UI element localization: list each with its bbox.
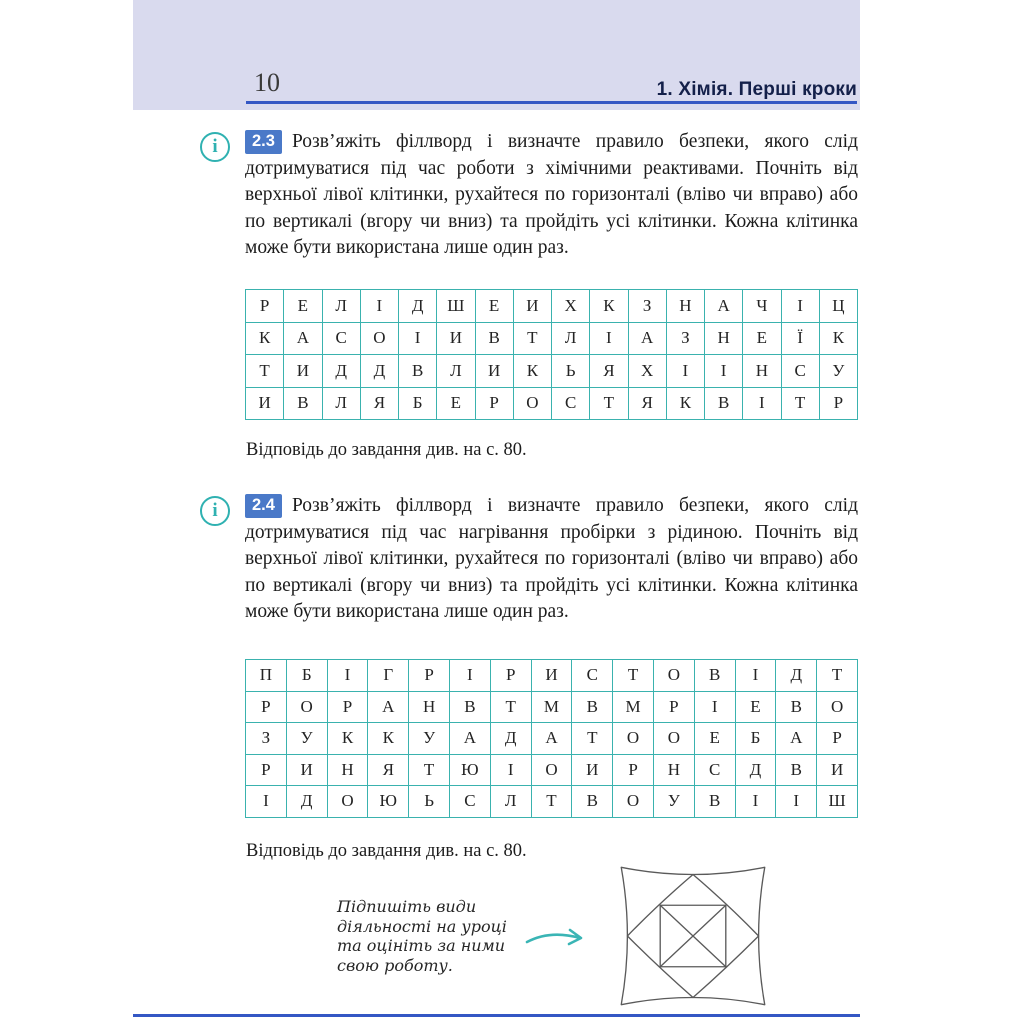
grid-cell: Ш bbox=[817, 786, 858, 818]
grid-cell: И bbox=[513, 290, 551, 323]
grid-cell: К bbox=[590, 290, 628, 323]
grid-cell: Р bbox=[613, 754, 654, 786]
note-line: та оцініть за ними bbox=[337, 936, 506, 955]
grid-cell: В bbox=[572, 786, 613, 818]
grid-cell: О bbox=[327, 786, 368, 818]
grid-cell: Т bbox=[781, 387, 819, 420]
grid-cell: Ь bbox=[552, 355, 590, 388]
grid-cell: Т bbox=[490, 691, 531, 723]
note-line: свою роботу. bbox=[337, 955, 453, 975]
grid-cell: С bbox=[449, 786, 490, 818]
grid-cell: Н bbox=[653, 754, 694, 786]
grid-cell: Е bbox=[743, 322, 781, 355]
grid-cell: Р bbox=[475, 387, 513, 420]
grid-cell: Н bbox=[327, 754, 368, 786]
grid-cell: І bbox=[399, 322, 437, 355]
grid-cell: С bbox=[694, 754, 735, 786]
grid-cell: І bbox=[705, 355, 743, 388]
grid-cell: Ь bbox=[409, 786, 450, 818]
grid-cell: Г bbox=[368, 660, 409, 692]
task-number-badge: 2.4 bbox=[245, 494, 282, 518]
grid-cell: О bbox=[531, 754, 572, 786]
grid-cell: П bbox=[246, 660, 287, 692]
grid-cell: А bbox=[368, 691, 409, 723]
grid-cell: М bbox=[531, 691, 572, 723]
task-number-badge: 2.3 bbox=[245, 130, 282, 154]
grid-cell: В bbox=[449, 691, 490, 723]
grid-cell: І bbox=[776, 786, 817, 818]
grid-cell: З bbox=[246, 723, 287, 755]
grid-cell: А bbox=[628, 322, 666, 355]
grid-cell: У bbox=[286, 723, 327, 755]
grid-cell: Т bbox=[246, 355, 284, 388]
grid-cell: Е bbox=[475, 290, 513, 323]
info-icon-glyph: i bbox=[212, 136, 218, 157]
grid-cell: В bbox=[399, 355, 437, 388]
grid-cell: Л bbox=[322, 290, 360, 323]
grid-cell: І bbox=[781, 290, 819, 323]
grid-cell: О bbox=[513, 387, 551, 420]
bottom-rule bbox=[133, 1014, 860, 1017]
grid-cell: Д bbox=[322, 355, 360, 388]
grid-cell: І bbox=[590, 322, 628, 355]
grid-cell: Л bbox=[322, 387, 360, 420]
grid-cell: И bbox=[284, 355, 322, 388]
grid-cell: І bbox=[327, 660, 368, 692]
grid-cell: Р bbox=[819, 387, 857, 420]
grid-cell: С bbox=[572, 660, 613, 692]
grid-cell: Б bbox=[399, 387, 437, 420]
fillword-grid-2-4 bbox=[245, 659, 858, 818]
grid-cell: В bbox=[776, 754, 817, 786]
grid-cell: Я bbox=[628, 387, 666, 420]
grid-cell: К bbox=[819, 322, 857, 355]
grid-cell: Х bbox=[552, 290, 590, 323]
grid-cell: О bbox=[613, 786, 654, 818]
grid-cell: В bbox=[475, 322, 513, 355]
grid-cell: Н bbox=[666, 290, 704, 323]
grid-cell: Е bbox=[735, 691, 776, 723]
info-icon-glyph: i bbox=[212, 500, 218, 521]
grid-cell: В bbox=[776, 691, 817, 723]
grid-cell: О bbox=[613, 723, 654, 755]
grid-cell: Т bbox=[817, 660, 858, 692]
right-arrow-icon bbox=[524, 921, 590, 955]
grid-cell: И bbox=[246, 387, 284, 420]
grid-cell: О bbox=[817, 691, 858, 723]
grid-cell: К bbox=[327, 723, 368, 755]
grid-cell: Е bbox=[437, 387, 475, 420]
grid-cell: И bbox=[531, 660, 572, 692]
handwritten-note bbox=[337, 897, 527, 975]
grid-cell: Р bbox=[409, 660, 450, 692]
task-2-3 bbox=[245, 129, 858, 262]
grid-cell: А bbox=[284, 322, 322, 355]
info-icon bbox=[200, 132, 230, 162]
grid-cell: С bbox=[322, 322, 360, 355]
grid-cell: І bbox=[360, 290, 398, 323]
grid-cell: Д bbox=[735, 754, 776, 786]
grid-cell: С bbox=[781, 355, 819, 388]
grid-cell: И bbox=[572, 754, 613, 786]
grid-cell: Р bbox=[246, 691, 287, 723]
grid-cell: Т bbox=[572, 723, 613, 755]
grid-cell: О bbox=[653, 723, 694, 755]
nested-squares-doodle bbox=[611, 859, 775, 1013]
grid-cell: Р bbox=[246, 754, 287, 786]
grid-cell: А bbox=[449, 723, 490, 755]
grid-cell: Ї bbox=[781, 322, 819, 355]
grid-cell: Р bbox=[327, 691, 368, 723]
grid-cell: Д bbox=[286, 786, 327, 818]
grid-cell: И bbox=[475, 355, 513, 388]
grid-cell: І bbox=[735, 660, 776, 692]
grid-cell: Р bbox=[653, 691, 694, 723]
page-number: 10 bbox=[254, 68, 280, 97]
grid-cell: С bbox=[552, 387, 590, 420]
grid-cell: В bbox=[284, 387, 322, 420]
fillword-grid-2-3 bbox=[245, 289, 858, 420]
grid-cell: Н bbox=[409, 691, 450, 723]
grid-cell: А bbox=[776, 723, 817, 755]
grid-cell: З bbox=[628, 290, 666, 323]
grid-cell: Е bbox=[694, 723, 735, 755]
grid-cell: Ю bbox=[368, 786, 409, 818]
grid-cell: Д bbox=[360, 355, 398, 388]
grid-cell: К bbox=[513, 355, 551, 388]
grid-cell: Т bbox=[531, 786, 572, 818]
info-icon bbox=[200, 496, 230, 526]
note-line: діяльності на уроці bbox=[337, 916, 507, 936]
grid-cell: Р bbox=[490, 660, 531, 692]
grid-cell: А bbox=[705, 290, 743, 323]
grid-cell: Т bbox=[613, 660, 654, 692]
grid-cell: В bbox=[694, 660, 735, 692]
grid-cell: Ю bbox=[449, 754, 490, 786]
grid-cell: І bbox=[735, 786, 776, 818]
grid-cell: Ц bbox=[819, 290, 857, 323]
chapter-title: 1. Хімія. Перші кроки bbox=[656, 79, 857, 100]
grid-cell: Л bbox=[552, 322, 590, 355]
note-line: Підпишіть види bbox=[337, 897, 477, 916]
grid-cell: З bbox=[666, 322, 704, 355]
grid-cell: И bbox=[286, 754, 327, 786]
grid-cell: Ш bbox=[437, 290, 475, 323]
grid-cell: К bbox=[368, 723, 409, 755]
grid-cell: Т bbox=[513, 322, 551, 355]
grid-cell: В bbox=[694, 786, 735, 818]
grid-cell: Ч bbox=[743, 290, 781, 323]
task-text: Розв’яжіть філлворд і визначте правило безпеки, якого слід дотримуватися під час роботи з хімічними реактивами. Почніть від верхньої лівої клітинки, рухайтеся по горизонталі (вліво чи вправо) або по вертикалі (вгору чи вниз) та пройдіть усі клітинки. Кожна клітинка може бути використана лише один раз. bbox=[245, 131, 858, 259]
grid-cell: Р bbox=[246, 290, 284, 323]
task-2-4 bbox=[245, 493, 858, 626]
header-rule bbox=[246, 101, 857, 104]
grid-cell: І bbox=[490, 754, 531, 786]
grid-cell: К bbox=[666, 387, 704, 420]
grid-cell: М bbox=[613, 691, 654, 723]
grid-cell: И bbox=[437, 322, 475, 355]
grid-cell: О bbox=[286, 691, 327, 723]
grid-cell: Н bbox=[705, 322, 743, 355]
grid-cell: Р bbox=[817, 723, 858, 755]
grid-cell: О bbox=[653, 660, 694, 692]
grid-cell: Н bbox=[743, 355, 781, 388]
grid-cell: И bbox=[817, 754, 858, 786]
grid-cell: Д bbox=[399, 290, 437, 323]
grid-cell: І bbox=[449, 660, 490, 692]
grid-cell: В bbox=[572, 691, 613, 723]
grid-cell: Б bbox=[735, 723, 776, 755]
grid-cell: І bbox=[666, 355, 704, 388]
grid-cell: У bbox=[653, 786, 694, 818]
grid-cell: В bbox=[705, 387, 743, 420]
answer-reference: Відповідь до завдання див. на с. 80. bbox=[246, 440, 527, 460]
grid-cell: А bbox=[531, 723, 572, 755]
grid-cell: Я bbox=[360, 387, 398, 420]
grid-cell: Х bbox=[628, 355, 666, 388]
answer-reference: Відповідь до завдання див. на с. 80. bbox=[246, 841, 527, 861]
grid-cell: Т bbox=[590, 387, 628, 420]
grid-cell: І bbox=[246, 786, 287, 818]
grid-cell: О bbox=[360, 322, 398, 355]
task-text: Розв’яжіть філлворд і визначте правило безпеки, якого слід дотримуватися під час нагрівання пробірки з рідиною. Почніть від верхньої лівої клітинки, рухайтеся по горизонталі (вліво чи вправо) або по вертикалі (вгору чи вниз) та пройдіть усі клітинки. Кожна клітинка може бути використана лише один раз. bbox=[245, 495, 858, 623]
grid-cell: Л bbox=[490, 786, 531, 818]
grid-cell: К bbox=[246, 322, 284, 355]
grid-cell: Б bbox=[286, 660, 327, 692]
grid-cell: Д bbox=[776, 660, 817, 692]
grid-cell: І bbox=[694, 691, 735, 723]
grid-cell: Л bbox=[437, 355, 475, 388]
grid-cell: Т bbox=[409, 754, 450, 786]
grid-cell: Е bbox=[284, 290, 322, 323]
grid-cell: Я bbox=[368, 754, 409, 786]
grid-cell: Д bbox=[490, 723, 531, 755]
grid-cell: Я bbox=[590, 355, 628, 388]
grid-cell: У bbox=[819, 355, 857, 388]
grid-cell: У bbox=[409, 723, 450, 755]
grid-cell: І bbox=[743, 387, 781, 420]
